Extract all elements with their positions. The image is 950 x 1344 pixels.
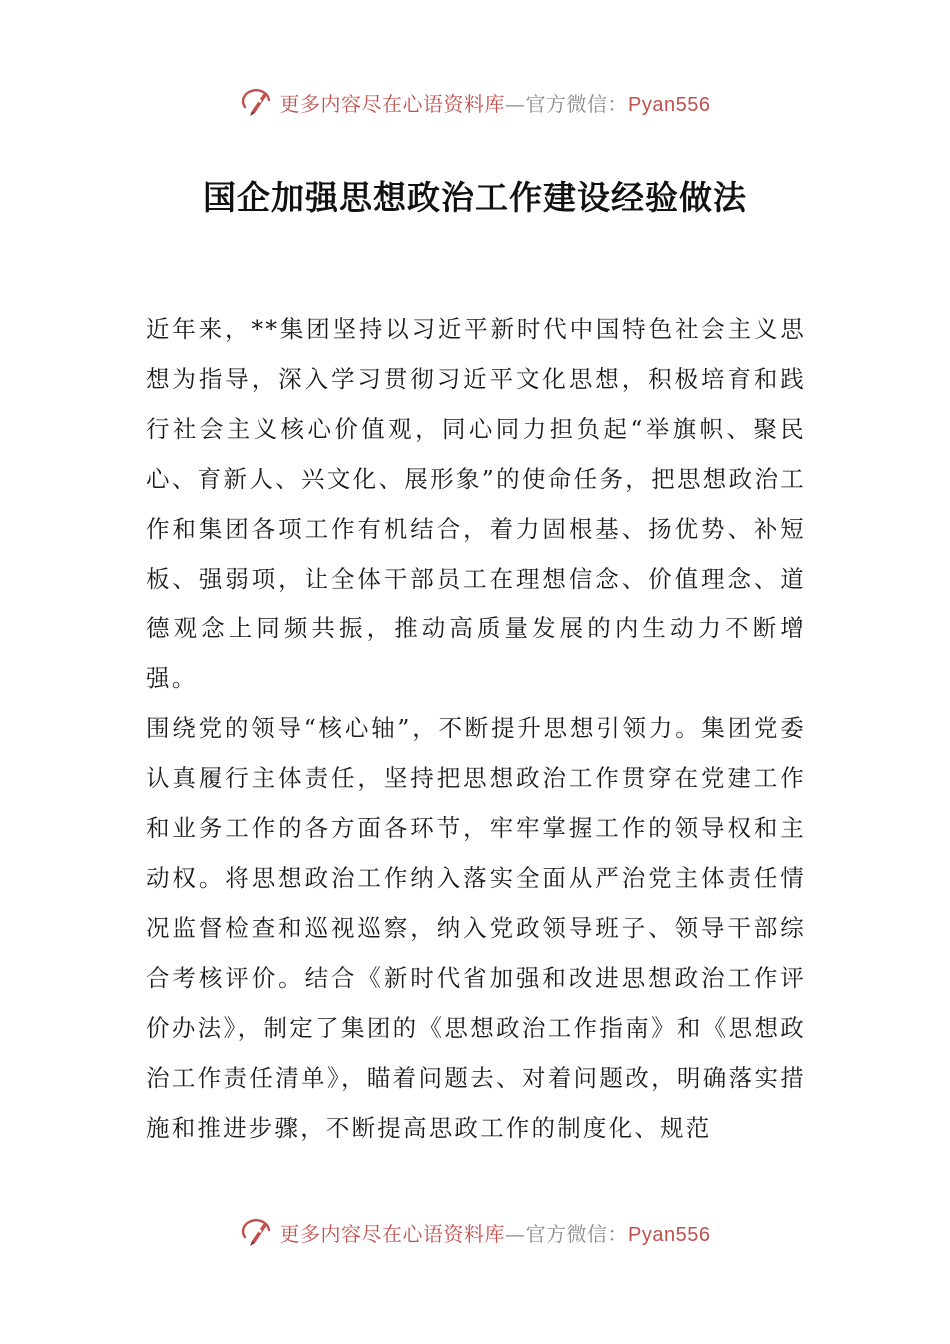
banner-brand: 更多内容尽在心语资料库 bbox=[279, 91, 506, 116]
banner-text bbox=[280, 1218, 711, 1247]
banner-wechat-id: Pyan556 bbox=[628, 1223, 711, 1246]
pen-nib-logo-icon bbox=[240, 85, 274, 119]
document-body bbox=[146, 305, 806, 1153]
document-title: 国企加强思想政治工作建设经验做法 bbox=[203, 178, 747, 217]
banner-wechat-label: 官方微信： bbox=[525, 1221, 629, 1246]
header-watermark-banner bbox=[0, 82, 950, 122]
body-paragraph: 围绕党的领导“核心轴”，不断提升思想引领力。集团党委认真履行主体责任，坚持把思想政治工作贯穿在党建工作和业务工作的各方面各环节，牢牢掌握工作的领导权和主动权。将思想政治工作纳入落实全面从严治党主体责任情况监督检查和巡视巡察，纳入党政领导班子、领导干部综合考核评价。结合《新时代省加强和改进思想政治工作评价办法》，制定了集团的《思想政治工作指南》和《思想政治工作责任清单》，瞄着问题去、对着问题改，明确落实措施和推进步骤，不断提高思政工作的制度化、规范 bbox=[146, 714, 806, 1142]
footer-watermark-banner bbox=[0, 1212, 950, 1252]
banner-wechat-label: 官方微信： bbox=[525, 91, 629, 116]
banner-dash: — bbox=[505, 91, 526, 116]
banner-dash: — bbox=[505, 1221, 526, 1246]
body-paragraph: 近年来，**集团坚持以习近平新时代中国特色社会主义思想为指导，深入学习贯彻习近平文化思想，积极培育和践行社会主义核心价值观，同心同力担负起“举旗帜、聚民心、育新人、兴文化、展形象”的使命任务，把思想政治工作和集团各项工作有机结合，着力固根基、扬优势、补短板、强弱项，让全体干部员工在理想信念、价值理念、道德观念上同频共振，推动高质量发展的内生动力不断增强。 bbox=[146, 315, 806, 693]
pen-nib-logo-icon bbox=[240, 1215, 274, 1249]
banner-wechat-id: Pyan556 bbox=[628, 93, 711, 116]
banner-text bbox=[280, 88, 711, 117]
banner-brand: 更多内容尽在心语资料库 bbox=[279, 1221, 506, 1246]
